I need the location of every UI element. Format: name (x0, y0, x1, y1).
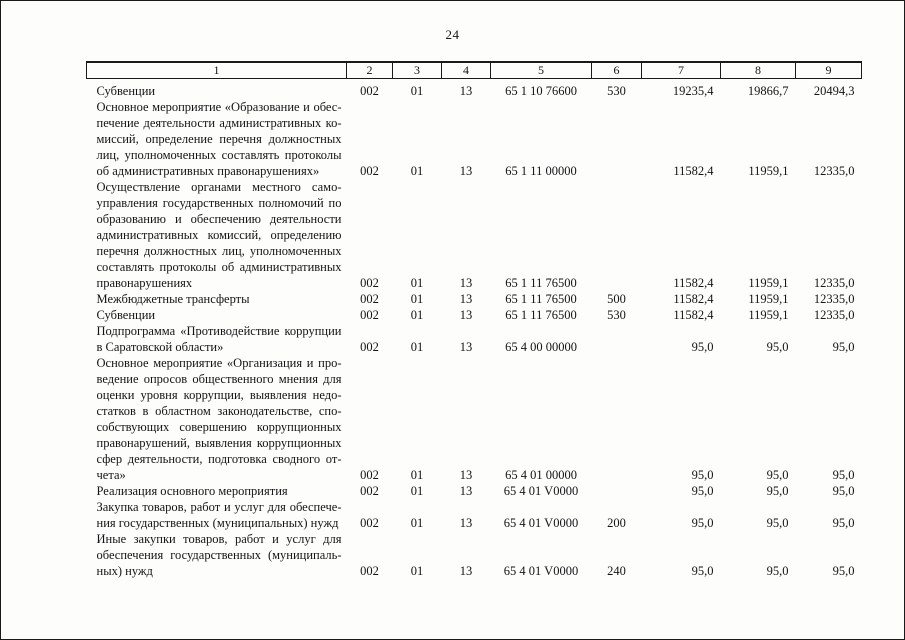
table-body (87, 78, 862, 579)
row-description: Основное мероприятие «Образование и обеспечение деятельности административных комиссий, определение перечня должностных лиц, уполномоченных составлять протоколы об административных правонарушениях» (96, 99, 342, 178)
row-value: 12335,0 (813, 307, 855, 322)
row-value: 12335,0 (813, 163, 855, 178)
row-value (592, 355, 642, 483)
table-row (87, 355, 862, 483)
row-value: 65 1 11 00000 (505, 163, 577, 178)
row-value: 13 (459, 83, 473, 98)
row-value: 65 1 11 76500 (505, 291, 577, 306)
column-header: 9 (796, 62, 862, 78)
row-value: 95,0 (766, 563, 789, 578)
table-row (87, 78, 862, 99)
row-description: Иные закупки товаров, работ и услуг для обеспечения государственных (муниципальных) нужд (96, 531, 342, 578)
row-value: 11959,1 (748, 163, 789, 178)
row-value: 01 (410, 563, 424, 578)
row-description: Подпрограмма «Противодействие коррупции в Саратовской области» (96, 323, 342, 354)
row-value: 65 4 01 V0000 (503, 563, 579, 578)
row-value: 13 (459, 275, 473, 290)
row-value: 95,0 (832, 483, 855, 498)
row-value (592, 99, 642, 179)
budget-table (86, 61, 862, 579)
row-value: 13 (459, 339, 473, 354)
row-value (592, 179, 642, 291)
table-row (87, 483, 862, 499)
row-value: 12335,0 (813, 275, 855, 290)
row-value: 11959,1 (748, 275, 789, 290)
row-description: Реализация основного мероприятия (96, 483, 288, 498)
row-description: Межбюджетные трансферты (96, 291, 250, 306)
column-header: 5 (491, 62, 592, 78)
row-value (592, 483, 642, 499)
row-value: 13 (459, 467, 473, 482)
row-value: 95,0 (832, 467, 855, 482)
column-header: 1 (87, 62, 347, 78)
row-value (592, 323, 642, 355)
row-value: 13 (459, 291, 473, 306)
row-value: 19866,7 (747, 83, 789, 98)
row-value: 11582,4 (673, 307, 714, 322)
row-value: 95,0 (691, 339, 714, 354)
row-value: 95,0 (832, 339, 855, 354)
column-header: 7 (642, 62, 721, 78)
row-value: 65 1 11 76500 (505, 275, 577, 290)
row-value: 01 (410, 339, 424, 354)
row-description: Закупка товаров, работ и услуг для обеспечения государственных (муниципальных) нужд (96, 499, 342, 530)
row-value: 002 (360, 307, 379, 322)
row-value: 20494,3 (813, 83, 855, 98)
row-value: 002 (360, 275, 379, 290)
row-value: 01 (410, 83, 424, 98)
row-value: 002 (360, 467, 379, 482)
page-number: 24 (445, 27, 460, 42)
row-value: 01 (410, 483, 424, 498)
row-value: 002 (360, 339, 379, 354)
row-value: 530 (607, 307, 626, 322)
column-header: 2 (347, 62, 393, 78)
row-value: 95,0 (691, 467, 714, 482)
row-value: 11582,4 (673, 275, 714, 290)
row-value: 002 (360, 563, 379, 578)
row-value: 95,0 (766, 467, 789, 482)
row-value: 95,0 (691, 563, 714, 578)
row-value: 11582,4 (673, 291, 714, 306)
row-value: 65 1 10 76600 (505, 83, 577, 98)
row-value: 500 (607, 291, 626, 306)
column-header: 6 (592, 62, 642, 78)
row-value: 95,0 (832, 563, 855, 578)
table-row (87, 179, 862, 291)
row-description: Субвенции (96, 83, 156, 98)
table-row (87, 291, 862, 307)
row-value: 002 (360, 515, 379, 530)
row-value: 530 (607, 83, 626, 98)
row-value: 13 (459, 163, 473, 178)
row-value: 13 (459, 515, 473, 530)
row-value: 65 4 01 V0000 (503, 515, 579, 530)
row-value: 01 (410, 515, 424, 530)
row-value: 11959,1 (748, 291, 789, 306)
column-header: 3 (393, 62, 442, 78)
column-header: 8 (721, 62, 796, 78)
row-value: 13 (459, 307, 473, 322)
row-value: 95,0 (691, 515, 714, 530)
row-value: 13 (459, 483, 473, 498)
table-header-row (87, 62, 862, 78)
row-value: 11582,4 (673, 163, 714, 178)
row-value: 11959,1 (748, 307, 789, 322)
row-value: 19235,4 (672, 83, 714, 98)
table-row (87, 323, 862, 355)
row-value: 95,0 (766, 515, 789, 530)
row-value: 01 (410, 163, 424, 178)
row-value: 01 (410, 467, 424, 482)
table-row (87, 307, 862, 323)
row-value: 002 (360, 163, 379, 178)
row-value: 01 (410, 307, 424, 322)
row-description: Субвенции (96, 307, 156, 322)
row-value: 65 4 00 00000 (505, 339, 577, 354)
table-row (87, 99, 862, 179)
row-value: 13 (459, 563, 473, 578)
row-value: 002 (360, 483, 379, 498)
row-value: 200 (607, 515, 626, 530)
row-value: 65 4 01 V0000 (503, 483, 579, 498)
column-header: 4 (442, 62, 491, 78)
row-value: 002 (360, 291, 379, 306)
row-value: 002 (360, 83, 379, 98)
table-row (87, 531, 862, 579)
row-value: 95,0 (766, 483, 789, 498)
row-value: 95,0 (832, 515, 855, 530)
row-value: 240 (607, 563, 626, 578)
row-value: 95,0 (691, 483, 714, 498)
row-value: 01 (410, 291, 424, 306)
row-description: Основное мероприятие «Организация и проведение опросов общественного мнения для оценки уровня коррупции, выявления недостатков в областном законодательстве, способствующих совершению коррупционных правонарушений, выявления коррупционных сфер деятельности, подготовка сводного отчета» (96, 355, 342, 482)
row-value: 12335,0 (813, 291, 855, 306)
row-value: 95,0 (766, 339, 789, 354)
table-row (87, 499, 862, 531)
row-value: 65 1 11 76500 (505, 307, 577, 322)
row-value: 01 (410, 275, 424, 290)
row-description: Осуществление органами местного самоуправления государственных полномочий по образованию и обеспечению деятельности административных комиссий, определению перечня должностных лиц, уполномоченных составлять протоколы об административных правонарушениях (96, 179, 342, 290)
row-value: 65 4 01 00000 (505, 467, 577, 482)
